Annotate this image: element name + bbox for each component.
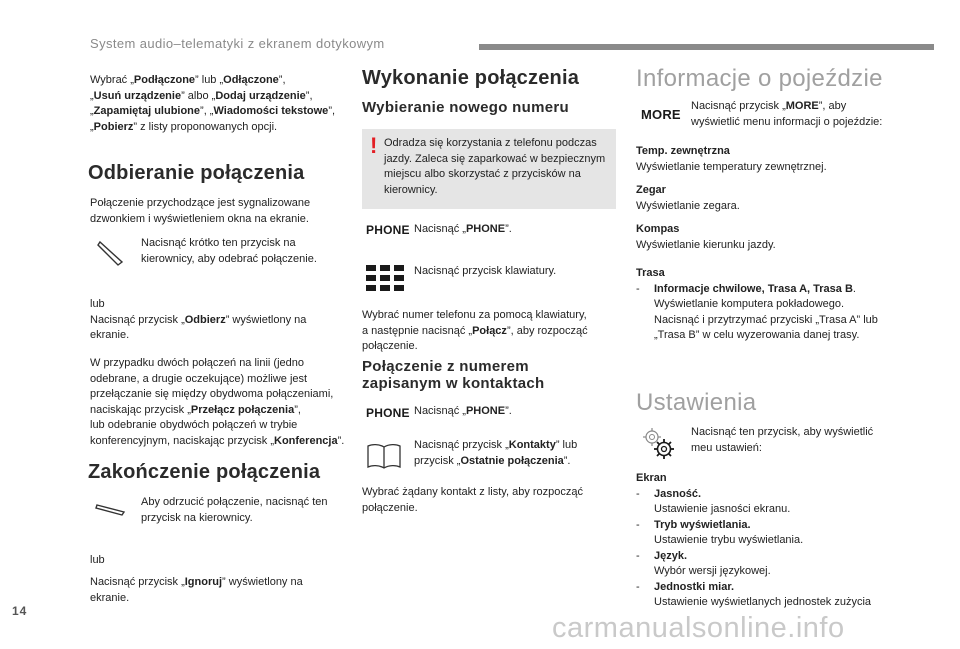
settings-step-text: Nacisnąć ten przycisk, aby wyświetlić meu ustawień: [691, 426, 874, 454]
keypad-step-text: Nacisnąć przycisk klawiatury. [414, 265, 557, 277]
more-button-icon: MORE [641, 107, 681, 122]
contacts-book-icon [367, 443, 401, 469]
heading-zakonczenie: Zakończenie połączenia [88, 461, 321, 483]
phone-step-text-2: Nacisnąć „PHONE”. [414, 405, 512, 417]
heading-wykonanie: Wykonanie połączenia [362, 67, 580, 89]
phone-step-text: Nacisnąć „PHONE”. [414, 223, 512, 235]
screen-setting-item: - Jasność. Ustawienie jasności ekranu. [636, 487, 936, 518]
keypad-icon [366, 265, 404, 293]
subheading-new-number: Wybieranie nowego numeru [362, 99, 569, 116]
phone-button-icon-2: PHONE [366, 406, 410, 420]
answer-icon-text: Nacisnąć krótko ten przycisk na kierownicy, aby odebrać połączenie. [141, 237, 317, 265]
page-number: 14 [12, 604, 28, 618]
reject-lub: lub [90, 554, 105, 566]
watermark: carmanualsonline.info [552, 612, 845, 644]
heading-odbieranie: Odbieranie połączenia [88, 162, 305, 184]
screen-settings-list: Ekran - Jasność. Ustawienie jasności ekranu. - Tryb wyświetlania. Ustawienie trybu wyświetlania. - Język. Wybór wersji językowej. - Jednostki miar. Ustawienie wyświetlanych jednostek zużycia [636, 471, 936, 611]
contacts-step-text: Nacisnąć przycisk „Kontakty” lub przycisk „Ostatnie połączenia”. [414, 439, 578, 467]
header-bar [479, 44, 934, 50]
steering-button-reject-icon [94, 499, 130, 517]
more-step-text: Nacisnąć przycisk „MORE”, aby wyświetlić menu informacji o pojeździe: [691, 100, 883, 128]
compass-entry: Kompas Wyświetlanie kierunku jazdy. [636, 223, 776, 251]
warning-text: Odradza się korzystania z telefonu podczas jazdy. Zaleca się zaparkować w bezpiecznym miejscu albo skorzystać z przycisków na kierownicy. [384, 137, 606, 196]
screen-setting-item: - Jednostki miar. Ustawienie wyświetlanych jednostek zużycia [636, 580, 936, 611]
reject-alternative: Nacisnąć przycisk „Ignoruj” wyświetlony na ekranie. [90, 576, 303, 604]
phone-button-icon: PHONE [366, 223, 410, 237]
running-header: System audio–telematyki z ekranem dotykowym [90, 36, 385, 51]
intro-paragraph: Wybrać „Podłączone” lub „Odłączone”, „Usuń urządzenie” albo „Dodaj urządzenie”, „Zapamiętaj ulubione”, „Wiadomości tekstowe”, „Pobierz” z listy proponowanych opcji. [90, 74, 336, 133]
steering-button-answer-icon [96, 238, 130, 268]
odbieranie-intro: Połączenie przychodzące jest sygnalizowane dzwonkiem i wyświetleniem okna na ekranie. [90, 197, 311, 225]
heading-settings: Ustawienia [636, 389, 757, 416]
vehicle-info-entries: Temp. zewnętrzna Wyświetlanie temperatury zewnętrznej. [636, 145, 827, 173]
clock-entry: Zegar Wyświetlanie zegara. [636, 184, 740, 212]
route-entry: Trasa - Informacje chwilowe, Trasa A, Trasa B. Wyświetlanie komputera pokładowego. Nacisnąć i przytrzymać przyciski „Trasa A” lub „Trasa B” w celu wyzerowania danej trasy. [636, 266, 916, 344]
settings-gear-icon [640, 426, 676, 460]
answer-alternative: lub Nacisnąć przycisk „Odbierz” wyświetlony na ekranie. [90, 298, 307, 341]
warning-icon: ! [370, 133, 378, 158]
two-calls-paragraph: W przypadku dwóch połączeń na linii (jedno odebrane, a drugie oczekujące) możliwe jest przełączanie się między obydwoma połączeniami, naciskając przycisk „Przełącz połączenia”, lub odebranie obydwóch połączeń w trybie konferencyjnym, naciskając przycisk „Konferencja”. [90, 357, 345, 447]
dial-paragraph: Wybrać numer telefonu za pomocą klawiatury, a następnie nacisnąć „Połącz”, aby rozpocząć połączenie. [362, 309, 588, 352]
screen-setting-item: - Tryb wyświetlania. Ustawienie trybu wyświetlania. [636, 518, 936, 549]
screen-setting-item: - Język. Wybór wersji językowej. [636, 549, 936, 580]
reject-icon-text: Aby odrzucić połączenie, nacisnąć ten przycisk na kierownicy. [141, 496, 328, 524]
subheading-contacts: Połączenie z numerem zapisanym w kontaktach [362, 358, 545, 392]
heading-vehicle-info: Informacje o pojeździe [636, 65, 883, 92]
choose-contact-paragraph: Wybrać żądany kontakt z listy, aby rozpocząć połączenie. [362, 486, 584, 514]
